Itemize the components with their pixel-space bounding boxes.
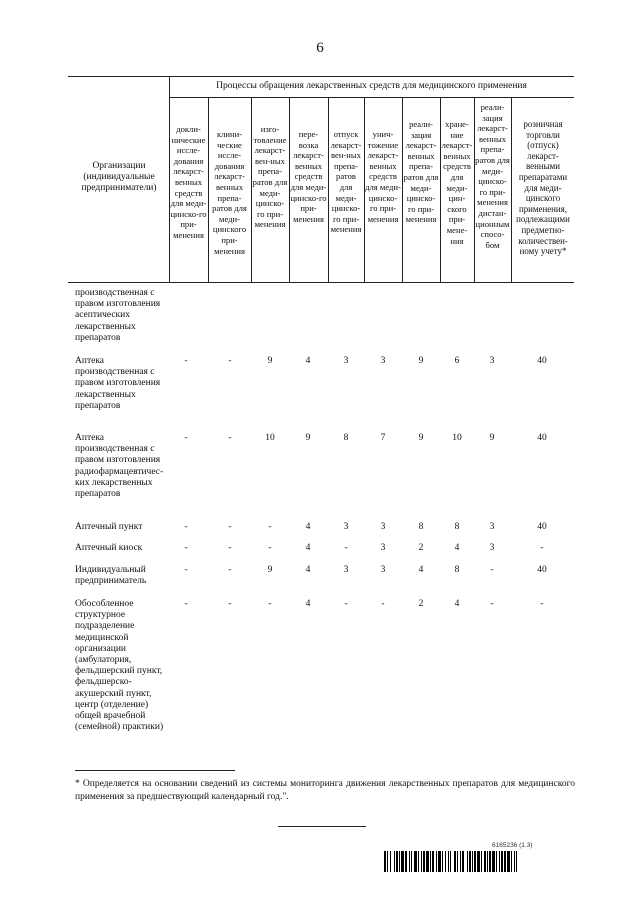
cell-value: -	[344, 599, 348, 609]
cell-value: -	[268, 543, 272, 553]
cell-value: 8	[343, 433, 349, 443]
end-rule	[278, 826, 366, 827]
cell-value: 3	[380, 543, 386, 553]
cell-value: -	[344, 543, 348, 553]
col-header-dispensing: отпуск лекарст-вен-ных препа-ратов для меди-цинско-го при-менения	[330, 129, 362, 235]
col-header-manufacturing: изго-товление лекарст-вен-ных препа-ратов для меди-цинско-го при-менения	[252, 124, 288, 230]
cell-value: 10	[452, 433, 462, 443]
table-subheader-rule	[169, 97, 574, 98]
cell-value: -	[184, 356, 188, 366]
table-top-rule	[68, 76, 574, 77]
cell-value: -	[540, 599, 544, 609]
cell-value: 4	[305, 543, 311, 553]
page-number: 6	[316, 40, 324, 56]
cell-value: 3	[343, 565, 349, 575]
cell-value: 9	[267, 356, 273, 366]
document-code: 6165236 (1.3)	[492, 842, 533, 849]
cell-value: 3	[380, 565, 386, 575]
cell-value: 9	[418, 433, 424, 443]
col-header-preclinical: докли-нические иссле-дования лекарст-венных средств для меди-цинско-го при-менения	[170, 124, 207, 240]
cell-value: -	[268, 522, 272, 532]
col-header-transport: пере-возка лекарст-венных средств для меди-цинско-го при-менения	[290, 129, 327, 224]
cell-value: -	[184, 522, 188, 532]
cell-value: 40	[537, 433, 547, 443]
cell-value: 3	[380, 356, 386, 366]
cell-value: 2	[418, 599, 424, 609]
row-label: Обособленное структурное подразделение медицинской организации (амбулатория, фельдшерский пункт, фельдшерско-акушерский пункт, центр (отделение) общей врачебной (семейной) практики)	[75, 599, 164, 733]
cell-value: 3	[489, 522, 495, 532]
table-header-bottom-rule	[68, 282, 574, 283]
col-header-retail-pku: розничная торговли (отпуск) лекарст-венными препаратами для меди-цинского применения, подлежащими предметно-количествен-ному учету*	[516, 119, 570, 257]
cell-value: 10	[265, 433, 275, 443]
row-label: Аптека производственная с правом изготовления радиофармацевтичес-ких лекарственных препаратов	[75, 433, 164, 500]
cell-value: 6	[454, 356, 460, 366]
continuation-row-label: производственная с правом изготовления асептических лекарственных препаратов	[75, 288, 161, 343]
cell-value: 4	[305, 565, 311, 575]
cell-value: 3	[489, 543, 495, 553]
cell-value: 8	[454, 565, 460, 575]
row-label: Индивидуальный предприниматель	[75, 565, 147, 587]
footnote: * Определяется на основании сведений из системы мониторинга движения лекарственных препаратов для медицинского применения за предшествующий календарный год.".	[75, 779, 575, 802]
row-label: Аптека производственная с правом изготовления лекарственных препаратов	[75, 356, 161, 411]
cell-value: 4	[305, 599, 311, 609]
cell-value: 9	[489, 433, 495, 443]
row-label: Аптечный киоск	[75, 543, 143, 553]
cell-value: 40	[537, 522, 547, 532]
cell-value: -	[228, 565, 232, 575]
cell-value: 9	[267, 565, 273, 575]
cell-value: 3	[380, 522, 386, 532]
cell-value: 8	[418, 522, 424, 532]
cell-value: -	[228, 599, 232, 609]
cell-value: 40	[537, 356, 547, 366]
cell-value: -	[228, 543, 232, 553]
cell-value: -	[184, 565, 188, 575]
cell-value: 9	[418, 356, 424, 366]
row-label: Аптечный пункт	[75, 522, 143, 532]
cell-value: -	[540, 543, 544, 553]
cell-value: 4	[454, 599, 460, 609]
cell-value: 3	[343, 356, 349, 366]
cell-value: 9	[305, 433, 311, 443]
col-header-clinical: клини-ческие иссле-дования лекарст-венных препа-ратов для меди-цинского при-менения	[212, 129, 247, 256]
col-header-remote-sales: реали-зация лекарст-венных препа-ратов для меди-цинско-го при-менения дистан-ционным спосо-бом	[475, 102, 510, 250]
cell-value: 4	[454, 543, 460, 553]
cell-value: -	[381, 599, 385, 609]
cell-value: 4	[418, 565, 424, 575]
cell-value: 2	[418, 543, 424, 553]
cell-value: 4	[305, 522, 311, 532]
cell-value: -	[184, 543, 188, 553]
barcode	[384, 851, 574, 872]
col-header-destruction: унич-тожение лекарст-венных средств для меди-цинско-го при-менения	[365, 129, 401, 224]
cell-value: -	[184, 599, 188, 609]
cell-value: 40	[537, 565, 547, 575]
cell-value: -	[228, 433, 232, 443]
cell-value: -	[268, 599, 272, 609]
table-header-processes: Процессы обращения лекарственных средств для медицинского применения	[216, 81, 527, 91]
cell-value: 3	[489, 356, 495, 366]
cell-value: -	[184, 433, 188, 443]
cell-value: -	[228, 522, 232, 532]
footnote-separator	[75, 770, 235, 771]
cell-value: 7	[380, 433, 386, 443]
cell-value: -	[228, 356, 232, 366]
cell-value: 3	[343, 522, 349, 532]
cell-value: 4	[305, 356, 311, 366]
col-header-sales: реали-зация лекарст-венных препа-ратов для меди-цинско-го при-менения	[403, 119, 439, 225]
table-header-organizations: Организации (индивидуальные предприниматели)	[81, 161, 157, 193]
cell-value: -	[490, 599, 494, 609]
cell-value: -	[490, 565, 494, 575]
cell-value: 8	[454, 522, 460, 532]
col-header-storage: хране-ние лекарст-венных средств для меди-цин-ского при-мене-ния	[441, 119, 473, 246]
